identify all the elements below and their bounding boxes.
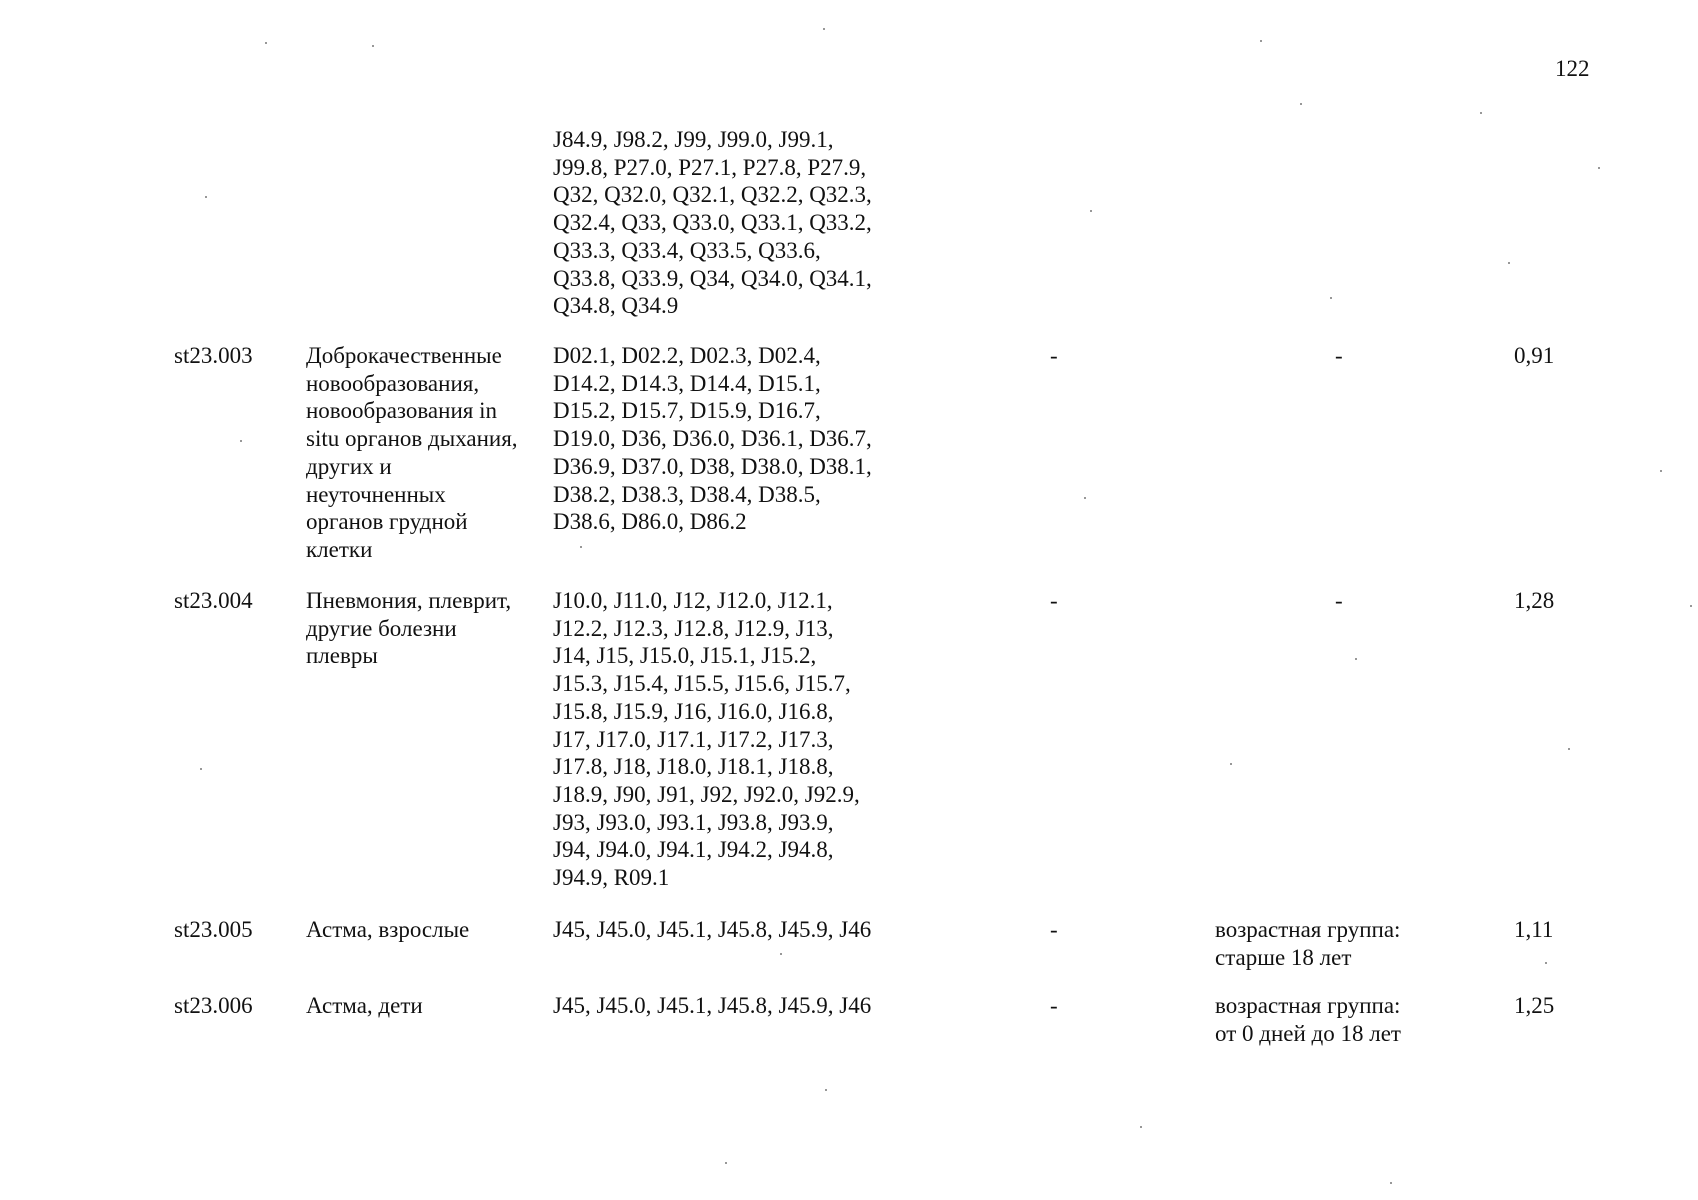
name-cell: Астма, дети [306,993,423,1018]
code-cell: st23.006 [174,993,253,1018]
other-criteria-cell: возрастная группа: от 0 дней до 18 лет [1215,993,1401,1046]
code-cell: st23.005 [174,917,253,942]
icd-codes-cell: J84.9, J98.2, J99, J99.0, J99.1, J99.8, P27.0, P27.1, P27.8, P27.9, Q32, Q32.0, Q32.1, Q32.2, Q32.3, Q32.4, Q33, Q33.0, Q33.1, Q33.2, Q33.3, Q33.4, Q33.5, Q33.6, Q33.8, Q33.9, Q34, Q34.0, Q34.1, Q34.8, Q34.9 [553,127,872,319]
other-criteria-cell: - [1335,343,1343,368]
name-cell: Пневмония, плеврит, другие болезни плевры [306,588,512,669]
icd-codes-cell: D02.1, D02.2, D02.3, D02.4, D14.2, D14.3, D14.4, D15.1, D15.2, D15.7, D15.9, D16.7, D19.0, D36, D36.0, D36.1, D36.7, D36.9, D37.0, D38, D38.0, D38.1, D38.2, D38.3, D38.4, D38.5, D38.6, D86.0, D86.2 [553,343,872,535]
icd-codes-cell: J45, J45.0, J45.1, J45.8, J45.9, J46 [553,917,872,942]
icd-codes-cell: J45, J45.0, J45.1, J45.8, J45.9, J46 [553,993,872,1018]
name-cell: Астма, взрослые [306,917,470,942]
coefficient-cell: 1,28 [1514,588,1555,613]
other-criteria-cell: возрастная группа: старше 18 лет [1215,917,1401,970]
coefficient-cell: 1,11 [1514,917,1554,942]
icd-codes-cell: J10.0, J11.0, J12, J12.0, J12.1, J12.2, J12.3, J12.8, J12.9, J13, J14, J15, J15.0, J15.1, J15.2, J15.3, J15.4, J15.5, J15.6, J15.7, J15.8, J15.9, J16, J16.0, J16.8, J17, J17.0, J17.1, J17.2, J17.3, J17.8, J18, J18.0, J18.1, J18.8, J18.9, J90, J91, J92, J92.0, J92.9, J93, J93.0, J93.1, J93.8, J93.9, J94, J94.0, J94.1, J94.2, J94.8, J94.9, R09.1 [553,588,860,891]
coefficient-cell: 1,25 [1514,993,1555,1018]
additional-criteria-cell: - [1050,588,1058,613]
page-number: 122 [1555,56,1590,81]
other-criteria-cell: - [1335,588,1343,613]
code-cell: st23.004 [174,588,253,613]
code-cell: st23.003 [174,343,253,368]
additional-criteria-cell: - [1050,993,1058,1018]
additional-criteria-cell: - [1050,343,1058,368]
name-cell: Доброкачественные новообразования, новообразования in situ органов дыхания, других и неуточненных органов грудной клетки [306,343,518,562]
additional-criteria-cell: - [1050,917,1058,942]
coefficient-cell: 0,91 [1514,343,1555,368]
